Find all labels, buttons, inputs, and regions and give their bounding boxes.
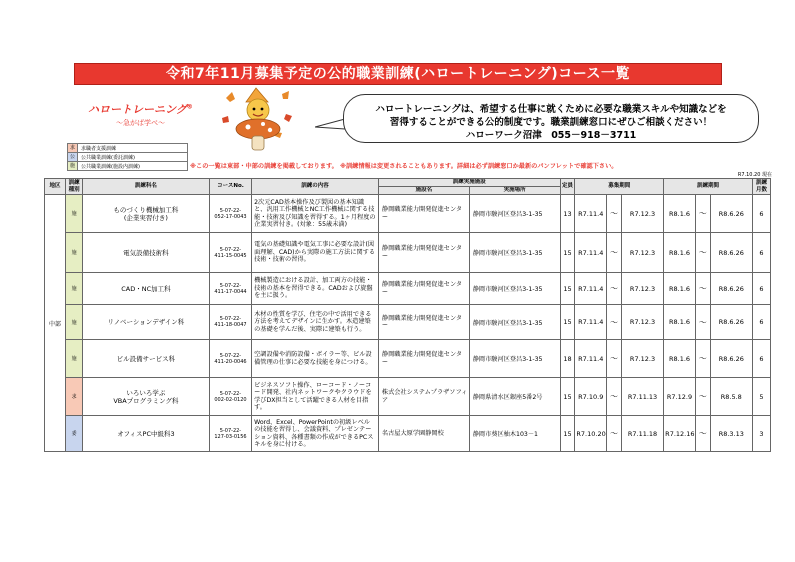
course-code: 5-07-22- 002-02-0120 <box>209 378 251 416</box>
table-row <box>45 273 771 305</box>
training-tilde: ～ <box>695 305 710 340</box>
course-table <box>44 178 771 452</box>
training-months: 5 <box>752 378 770 416</box>
training-months: 3 <box>752 416 770 452</box>
course-name: CAD・NC加工科 <box>83 273 210 305</box>
training-tilde: ～ <box>695 378 710 416</box>
recruit-start: R7.10.9 <box>575 378 607 416</box>
course-name: ビル設備サービス科 <box>83 340 210 378</box>
facility-address: 静岡市駿河区登呂3-1-35 <box>469 305 560 340</box>
capacity: 15 <box>560 233 575 273</box>
training-months: 6 <box>752 273 770 305</box>
course-content: 木材の性質を学び、住宅の中で活用できる方法を考えてデザインに生かす。木造建築の基礎を学んだ後、実際に建築も行う。 <box>252 305 379 340</box>
course-name: いろいろ学ぶ VBAプログラミング科 <box>83 378 210 416</box>
training-tilde: ～ <box>695 340 710 378</box>
header-code: コースNo. <box>209 179 251 195</box>
header-content: 訓練の内容 <box>252 179 379 195</box>
training-start: R8.1.6 <box>664 305 696 340</box>
header-address: 実施場所 <box>469 187 560 195</box>
table-row <box>45 195 771 233</box>
capacity: 15 <box>560 378 575 416</box>
as-of-date: R7.10.20 現在 <box>737 172 772 178</box>
table-row <box>45 378 771 416</box>
header-region: 地区 <box>45 179 66 195</box>
recruit-start: R7.11.4 <box>575 233 607 273</box>
table-row <box>45 305 771 340</box>
header-facility: 施設名 <box>378 187 469 195</box>
table-row <box>45 340 771 378</box>
registered-mark: ® <box>186 103 193 111</box>
training-tilde: ～ <box>695 195 710 233</box>
training-type-legend <box>67 143 188 171</box>
notice-text: ※この一覧は東部・中部の訓練を掲載しております。 ※訓練情報は変更されることもあります。詳細は必ず訓練窓口か最新のパンフレットで確認下さい。 <box>190 163 618 170</box>
recruit-end: R7.12.3 <box>621 233 663 273</box>
course-code: 5-07-22- 411-17-0044 <box>209 273 251 305</box>
training-type-badge: 施 <box>66 305 83 340</box>
region-cell: 中部 <box>45 195 66 452</box>
recruit-tilde: ～ <box>607 340 622 378</box>
header-type: 訓練種別 <box>66 179 83 195</box>
facility-name: 静岡職業能力開発促進センター <box>378 273 469 305</box>
course-content: 機械製造における設計、加工両方の技能・技術の基本を習得できる。CADおよび旋盤を主に扱う。 <box>252 273 379 305</box>
training-months: 6 <box>752 233 770 273</box>
training-type-badge: 施 <box>66 233 83 273</box>
capacity: 15 <box>560 416 575 452</box>
facility-name: 静岡職業能力開発促進センター <box>378 195 469 233</box>
training-tilde: ～ <box>695 416 710 452</box>
recruit-end: R7.11.13 <box>621 378 663 416</box>
recruit-start: R7.11.4 <box>575 340 607 378</box>
training-start: R8.1.6 <box>664 233 696 273</box>
recruit-end: R7.12.3 <box>621 273 663 305</box>
info-speech-bubble <box>343 94 759 143</box>
recruit-end: R7.11.18 <box>621 416 663 452</box>
legend-row-commissioned <box>67 153 188 162</box>
facility-name: 株式会社システムプラザソフィア <box>378 378 469 416</box>
legend-label: 公共職業訓練(施設内訓練) <box>81 163 140 170</box>
recruit-tilde: ～ <box>607 273 622 305</box>
training-type-badge: 委 <box>66 416 83 452</box>
legend-label: 公共職業訓練(委託訓練) <box>81 154 135 161</box>
training-start: R8.1.6 <box>664 195 696 233</box>
facility-address: 静岡市駿河区登呂3-1-35 <box>469 233 560 273</box>
facility-name: 静岡職業能力開発促進センター <box>378 305 469 340</box>
course-name: ものづくり機械加工科 (企業実習付き) <box>83 195 210 233</box>
legend-swatch: 公 <box>68 153 78 161</box>
training-end: R8.6.26 <box>710 233 752 273</box>
training-end: R8.6.26 <box>710 340 752 378</box>
bubble-line-1: ハロートレーニングは、希望する仕事に就くために必要な職業スキルや知識などを <box>375 104 727 115</box>
training-start: R7.12.16 <box>664 416 696 452</box>
page-title: 令和7年11月募集予定の公的職業訓練(ハロートレーニング)コース一覧 <box>74 63 722 85</box>
table-row <box>45 233 771 273</box>
recruit-start: R7.10.20 <box>575 416 607 452</box>
capacity: 15 <box>560 305 575 340</box>
recruit-tilde: ～ <box>607 305 622 340</box>
facility-name: 静岡職業能力開発促進センター <box>378 233 469 273</box>
facility-address: 静岡市駿河区登呂3-1-35 <box>469 195 560 233</box>
bubble-line-3: ハローワーク沼津 055－918－3711 <box>465 130 637 141</box>
recruit-start: R7.11.4 <box>575 273 607 305</box>
recruit-end: R7.12.3 <box>621 195 663 233</box>
training-months: 6 <box>752 340 770 378</box>
training-type-badge: 施 <box>66 273 83 305</box>
facility-address: 静岡市葵区柚木103－1 <box>469 416 560 452</box>
course-code: 5-07-22- 411-20-0046 <box>209 340 251 378</box>
training-end: R8.3.13 <box>710 416 752 452</box>
recruit-tilde: ～ <box>607 195 622 233</box>
legend-swatch: 求 <box>68 144 78 152</box>
course-name: リノベーションデザイン科 <box>83 305 210 340</box>
capacity: 15 <box>560 273 575 305</box>
legend-label: 求職者支援訓練 <box>81 145 117 152</box>
facility-name: 静岡職業能力開発促進センター <box>378 340 469 378</box>
course-code: 5-07-22- 052-17-0043 <box>209 195 251 233</box>
header-capacity: 定員 <box>560 179 575 195</box>
recruit-tilde: ～ <box>607 378 622 416</box>
header-months: 訓練月数 <box>752 179 770 195</box>
course-name: オフィスPC中級科3 <box>83 416 210 452</box>
hello-training-logo <box>88 101 198 131</box>
logo-tagline: ～急がば学べ～ <box>116 119 165 127</box>
training-months: 6 <box>752 305 770 340</box>
legend-swatch: 施 <box>68 162 78 170</box>
course-code: 5-07-22- 411-18-0047 <box>209 305 251 340</box>
facility-address: 静岡県清水区銀座5番2号 <box>469 378 560 416</box>
course-content: Word、Excel、PowerPointの初級レベルの技能を習得し、会議資料、プレゼンテーション資料、各種書類の作成ができるPCスキルを身に付ける。 <box>252 416 379 452</box>
training-end: R8.6.26 <box>710 195 752 233</box>
training-start: R8.1.6 <box>664 340 696 378</box>
training-tilde: ～ <box>695 233 710 273</box>
header-training-period: 訓練期間 <box>664 179 753 195</box>
course-name: 電気設備技術科 <box>83 233 210 273</box>
training-type-badge: 求 <box>66 378 83 416</box>
recruit-start: R7.11.4 <box>575 305 607 340</box>
training-end: R8.6.26 <box>710 273 752 305</box>
facility-address: 静岡市駿河区登呂3-1-35 <box>469 273 560 305</box>
facility-address: 静岡市駿河区登呂3-1-35 <box>469 340 560 378</box>
capacity: 18 <box>560 340 575 378</box>
training-start: R8.1.6 <box>664 273 696 305</box>
header-recruit-period: 募集期間 <box>575 179 664 195</box>
course-content: 2次元CAD基本操作及び製図の基本知識と、汎用工作機械とNC工作機械に関する技能・技術及び知識を習得する。1ヶ月程度の企業実習付き。(対象：55歳未満) <box>252 195 379 233</box>
table-header-row <box>45 179 771 187</box>
mascot-illustration <box>218 84 298 154</box>
training-type-badge: 施 <box>66 195 83 233</box>
course-code: 5-07-22- 411-15-0045 <box>209 233 251 273</box>
course-content: 空調設備や消防設備・ボイラー等、ビル設備管理の仕事に必要な技能を身につける。 <box>252 340 379 378</box>
course-content: ビジネスソフト操作、ローコード・ノーコード開発、社内ネットワークやクラウドを学びDX担当として活躍できる人材を目指す。 <box>252 378 379 416</box>
recruit-tilde: ～ <box>607 416 622 452</box>
header-venue: 訓練実施施設 <box>378 179 560 187</box>
training-months: 6 <box>752 195 770 233</box>
table-row <box>45 416 771 452</box>
recruit-tilde: ～ <box>607 233 622 273</box>
legend-row-in-facility <box>67 162 188 171</box>
header-course: 訓練科名 <box>83 179 210 195</box>
recruit-end: R7.12.3 <box>621 305 663 340</box>
capacity: 13 <box>560 195 575 233</box>
training-end: R8.5.8 <box>710 378 752 416</box>
logo-text: ハロートレーニング <box>88 103 187 116</box>
training-type-badge: 施 <box>66 340 83 378</box>
course-code: 5-07-22- 127-03-0156 <box>209 416 251 452</box>
course-content: 電気の基礎知識や電気工事に必要な設計(図面理解、CAD)から実際の施工方法に関する技術・技術の習得。 <box>252 233 379 273</box>
training-tilde: ～ <box>695 273 710 305</box>
legend-row-job-seeker <box>67 143 188 153</box>
recruit-start: R7.11.4 <box>575 195 607 233</box>
facility-name: 名古屋大原学園静岡校 <box>378 416 469 452</box>
training-end: R8.6.26 <box>710 305 752 340</box>
training-start: R7.12.9 <box>664 378 696 416</box>
bubble-line-2: 習得することができる公的制度です。職業訓練窓口にぜひご相談ください！ <box>389 117 713 128</box>
recruit-end: R7.12.3 <box>621 340 663 378</box>
